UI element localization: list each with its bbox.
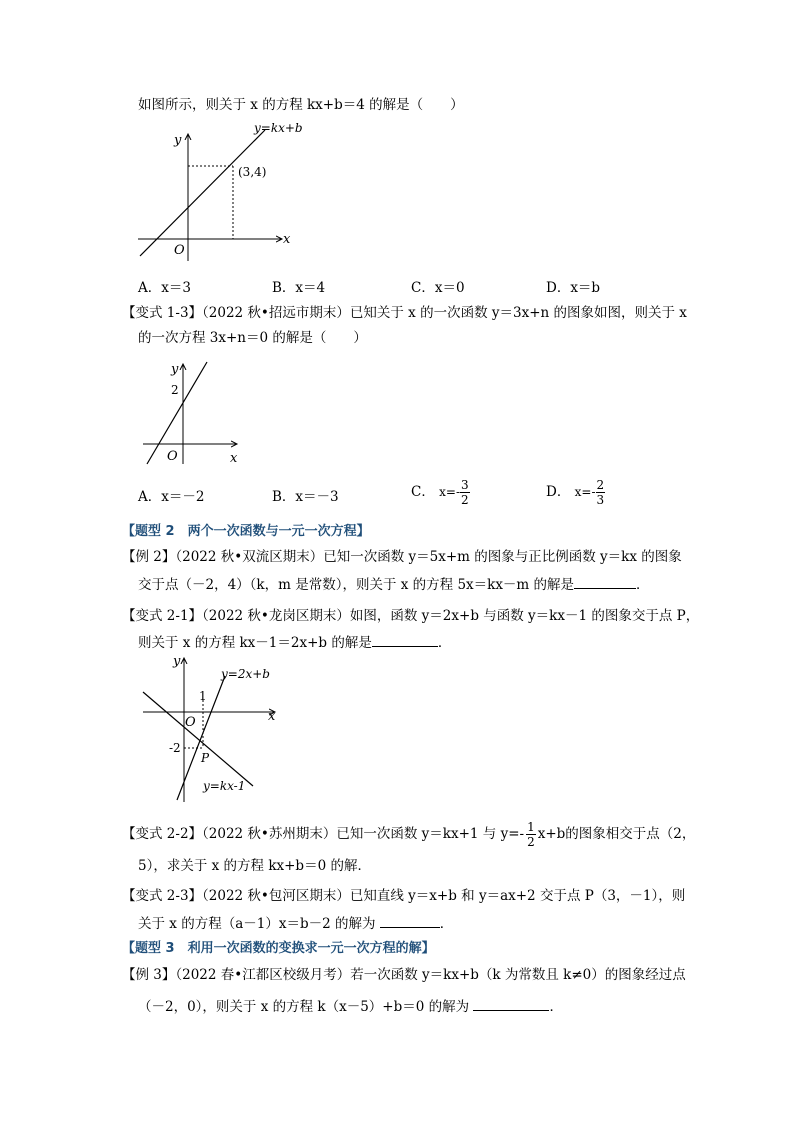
v21-graph [135,652,285,804]
q1-stem: 如图所示，则关于 x 的方程 kx+b＝4 的解是（ ） [138,97,464,113]
q1-x-label: x [283,232,291,247]
ex3-line2: （－2，0），则关于 x 的方程 k（x－5）+b＝0 的解为 ． [138,996,563,1016]
type2-heading: 【题型 2 两个一次函数与一元一次方程】 [122,524,370,539]
v13-option-c: C． x=- $\frac{3}{2}$ [411,478,469,507]
ex3-line1: 【例 3】（2022 春•江都区校级月考）若一次函数 y＝kx+b（k 为常数且 k≠0）的图象经过点 [122,967,686,983]
v21-tick-1: 1 [199,689,207,703]
q1-origin: O [174,243,185,258]
ex2-line1: 【例 2】（2022 秋•双流区期末）已知一次函数 y＝5x+m 的图象与正比例函数 y＝kx 的图象 [122,549,682,565]
v21-tick-neg2: -2 [169,741,181,755]
v13-option-d: D． x=- $\frac{2}{3}$ [546,478,605,507]
q1-line-label: y=kx+b [254,121,303,135]
ex2-answer-blank[interactable] [574,574,636,589]
type3-heading: 【题型 3 利用一次函数的变换求一元一次方程的解】 [122,941,435,956]
v23-answer-blank[interactable] [380,913,440,928]
v21-answer-blank[interactable] [372,632,438,647]
q1-y-label: y [174,133,182,148]
v21-line1: 【变式 2-1】（2022 秋•龙岗区期末）如图，函数 y＝2x+b 与函数 y＝kx－1 的图象交于点 P， [122,608,700,624]
v13-option-b: B．x＝－3 [272,489,339,505]
v21-line-kx-1 [143,692,253,786]
ex2-line2: 交于点（－2，4）（k，m 是常数），则关于 x 的方程 5x＝kx－m 的解是 ． [138,574,650,594]
v21-y-label: y [173,654,181,669]
q1-point-label: (3,4) [238,165,267,179]
v21-point-p: P [201,751,210,765]
v13-tick-2: 2 [171,383,179,397]
v13-option-a: A．x＝－2 [138,489,205,505]
v21-x-label: x [268,709,276,724]
v21-line2: 则关于 x 的方程 kx－1＝2x+b 的解是 ． [138,632,451,652]
v23-line2: 关于 x 的方程（a－1）x＝b－2 的解为 ． [138,913,453,933]
q1-graph [130,116,310,266]
q1-option-b: B．x＝4 [272,280,326,296]
v22-line2: 5），求关于 x 的方程 kx+b＝0 的解． [138,858,371,874]
v13-origin: O [167,449,178,464]
v13-graph [135,356,255,471]
q1-option-c: C．x＝0 [411,280,465,296]
v13-line2: 的一次方程 3x+n＝0 的解是（ ） [138,330,367,346]
q1-option-a: A．x＝3 [138,280,191,296]
v22-line1: 【变式 2-2】（2022 秋•苏州期末）已知一次函数 y＝kx+1 与 y=- $\frac{1}{2}$ x+b的图象相交于点（2， [122,820,696,849]
v13-y-label: y [171,362,179,377]
v21-line1-label: y=2x+b [221,667,270,681]
ex3-answer-blank[interactable] [473,996,549,1011]
v21-line2-label: y=kx-1 [203,779,246,793]
q1-option-d: D．x＝b [546,280,601,296]
q1-line [140,130,265,256]
v13-line1: 【变式 1-3】（2022 秋•招远市期末）已知关于 x 的一次函数 y＝3x+n 的图象如图，则关于 x [122,305,687,321]
v21-origin: O [185,715,196,730]
v13-x-label: x [230,451,238,466]
v23-line1: 【变式 2-3】（2022 秋•包河区期末）已知直线 y＝x+b 和 y＝ax+2 交于点 P（3，－1），则 [122,888,686,904]
